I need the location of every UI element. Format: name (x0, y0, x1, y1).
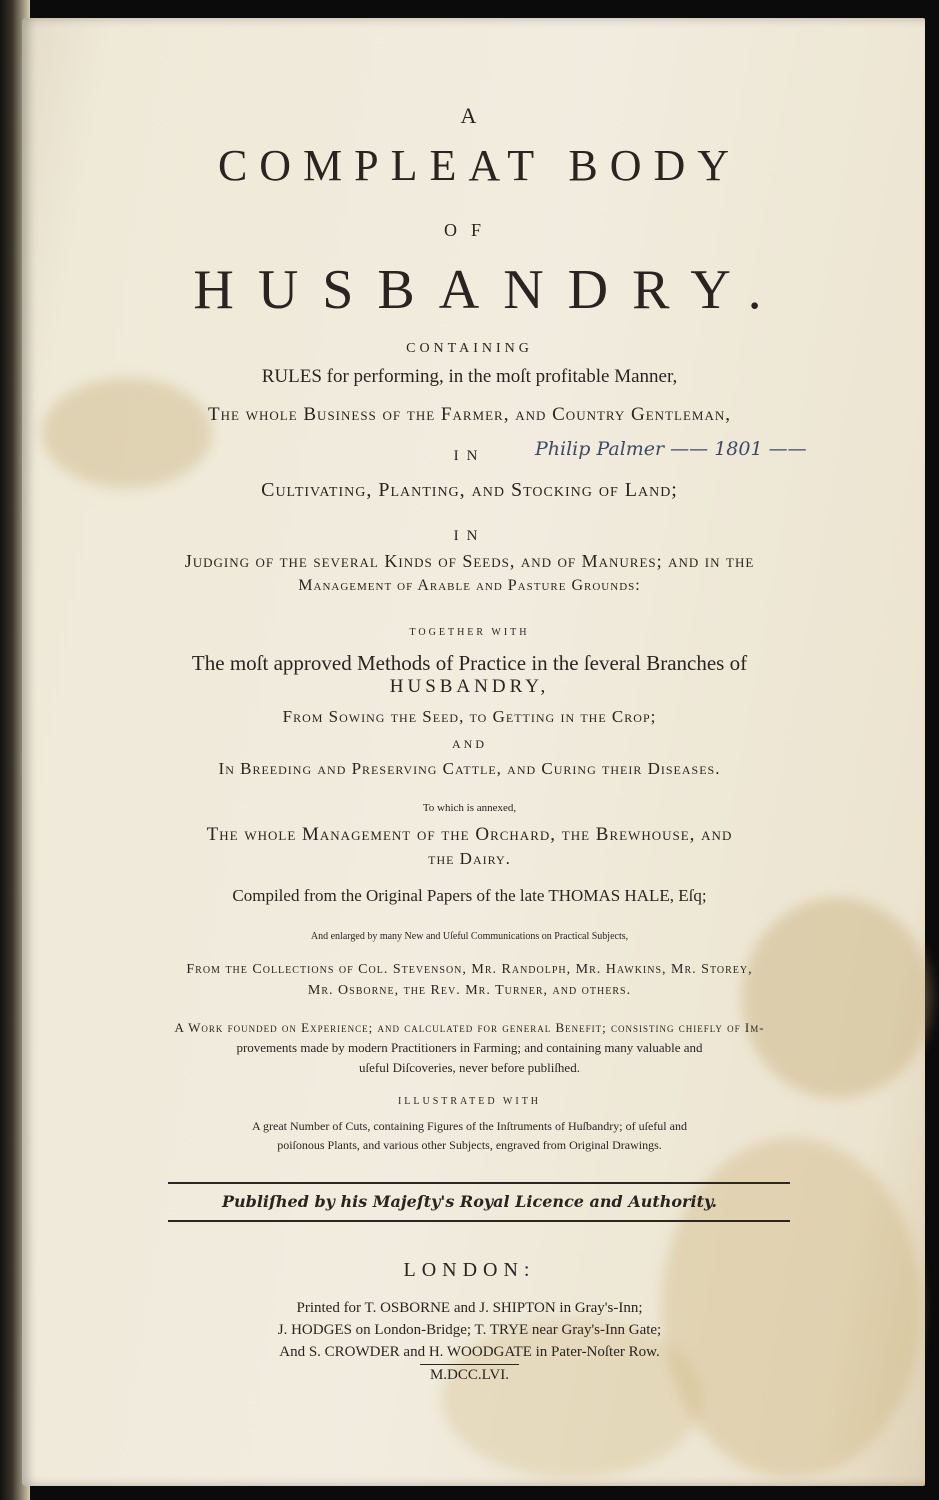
printed-line-2: J. HODGES on London-Bridge; T. TRYE near Gray's-Inn Gate; (277, 1322, 662, 1338)
cuts-line-2: poiſonous Plants, and various other Subjects, engraved from Original Drawings. (277, 1138, 662, 1152)
orchard-line-2: the Dairy. (428, 849, 511, 868)
cultivating-line: Cultivating, Planting, and Stocking of Land; (261, 479, 678, 501)
sowing-line: From Sowing the Seed, to Getting in the Crop; (282, 707, 657, 726)
illustrated-with-label: ILLUSTRATED WITH (397, 1096, 542, 1107)
orchard-line-1: The whole Management of the Orchard, the Brewhouse, and (206, 824, 733, 845)
rules-line: RULES for performing, in the moſt profitable Manner, (261, 366, 678, 387)
publication-date-wrap (0, 1364, 939, 1384)
and-label: AND (452, 737, 487, 751)
title-a: A (460, 103, 479, 128)
work-line-1: A Work founded on Experience; and calculated for general Benefit; conſiſting chiefly of Im- (174, 1020, 765, 1035)
judging-line-2: Management of Arable and Paſture Grounds: (298, 577, 641, 594)
water-stain (42, 378, 212, 488)
printed-line-3: And S. CROWDER and H. WOODGATE in Pater-Noſter Row. (279, 1344, 660, 1360)
water-stain (442, 1318, 702, 1478)
title-of: OF (443, 220, 495, 240)
judging-line-1: Judging of the ſeveral Kinds of Seeds, and of Manures; and in the (184, 551, 755, 571)
work-line-2: provements made by modern Practitioners in Farming; and containing many valuable and (236, 1040, 703, 1055)
handwritten-signature: Philip Palmer —— 1801 —— (535, 438, 807, 460)
rule-bottom (168, 1220, 790, 1222)
published-line: Publiſhed by his Majeſty's Royal Licence and Authority. (222, 1192, 717, 1211)
collections-line-1: From the Collections of Col. Stevenson, Mr. Randolph, Mr. Hawkins, Mr. Storey, (186, 962, 753, 977)
cuts-line-1: A great Number of Cuts, containing Figures of the Inſtruments of Huſbandry; of uſeful and (252, 1119, 687, 1133)
methods-line-1: The moſt approved Methods of Practice in the ſeveral Branches of (191, 651, 748, 675)
annexed-line: To which is annexed, (422, 802, 517, 814)
containing-label: CONTAINING (406, 341, 533, 356)
printed-line-1: Printed for T. OSBORNE and J. SHIPTON in Gray's-Inn; (296, 1300, 643, 1316)
compiled-line: Compiled from the Original Papers of the late THOMAS HALE, Eſq; (232, 886, 707, 905)
business-line: The whole Buſineſs of the Farmer, and Country Gentleman, (208, 404, 731, 425)
together-with-label: TOGETHER WITH (409, 627, 530, 638)
publication-date: M.DCC.LVI. (420, 1364, 519, 1384)
methods-line-2: HUSBANDRY, (389, 676, 550, 697)
title-line-2: HUSBANDRY. (193, 259, 786, 321)
london-label: LONDON: (403, 1259, 536, 1281)
collections-line-2: Mr. Osborne, the Rev. Mr. Turner, and others. (307, 983, 632, 998)
work-line-3: uſeful Diſcoveries, never before publiſhed. (359, 1060, 580, 1075)
in-label-2: IN (453, 528, 486, 544)
title-line-1: COMPLEAT BODY (217, 141, 742, 190)
enlarged-line: And enlarged by many New and Uſeful Communications on Practical Subjects, (310, 931, 629, 942)
rule-top (168, 1182, 790, 1184)
in-label-1: IN (453, 448, 486, 464)
breeding-line: In Breeding and Preſerving Cattle, and Curing their Diseases. (218, 759, 721, 778)
